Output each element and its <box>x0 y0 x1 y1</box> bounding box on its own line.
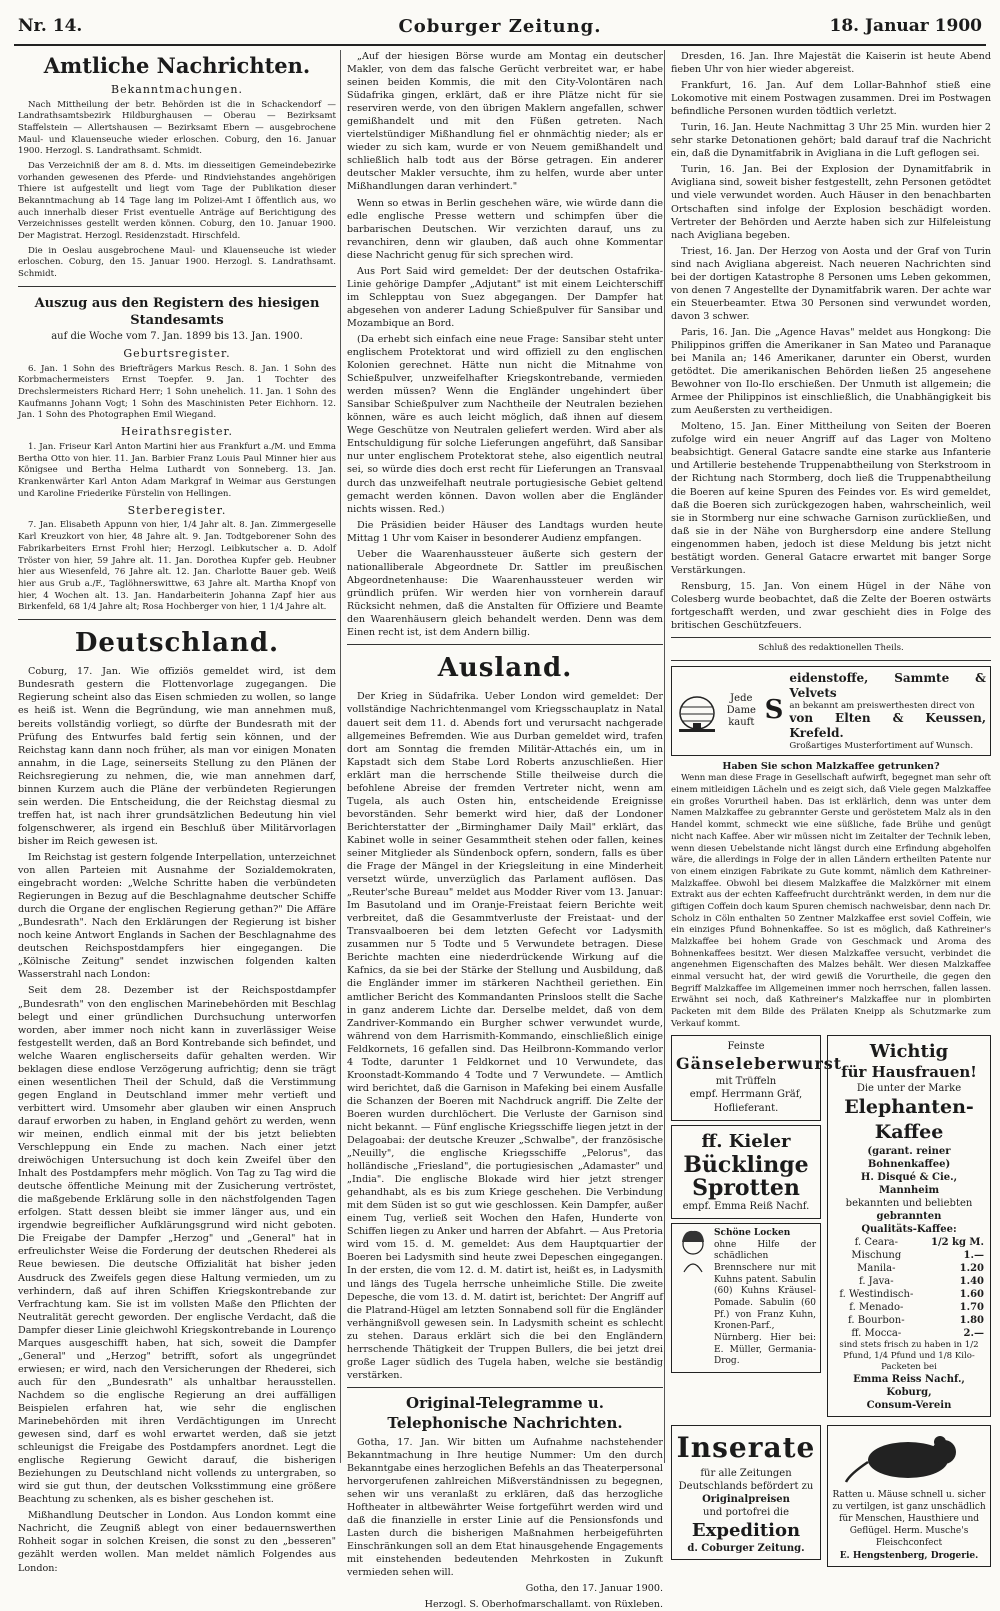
woman-portrait-icon <box>676 1228 710 1274</box>
amtliche-heading: Amtliche Nachrichten. <box>43 53 311 78</box>
price-row: Manila- 1.20 <box>857 1262 984 1274</box>
article-paragraph: Der Krieg in Südafrika. Ueber London wird gemeldet: Der vollständige Nachrichtenmangel vom Kriegsschauplatz in Natal dauert seit dem 11. d. Abends fort und verursacht nachgerade allgemeines Befremden. Wie aus Durban gemeldet wird, trafen dort am Sonntag die fremden Militär-Attachés ein, um in Kapstadt sich dem Stabe Lord Roberts anzuschließen. Hier erklärt man die herrschende Stille theilweise durch die befohlene Abreise der fremden Vertreter nicht, wenn am Tugela, als auch Osten hin, entscheidende Ereignisse bevorständen. Sehr bemerkt wird hier, daß der Londoner Berichterstatter der „Birminghamer Daily Mail" erklärt, das Kabinet wolle in seiner Gesammtheit stehen oder fallen, keines seiner Mitglieder als Sündenbock opfern, sondern, falls es über die Frage der Mängel in der Kriegsleitung in eine Minderheit versetzt würde, unverzüglich das Parlament auflösen. Das „Reuter'sche Bureau" meldet aus Modder River vom 13. Januar: Im Basutoland und im Oranje-Freistaat feiern Berichte weit verbreitet, daß die Gesammtverluste der Freistaat- und der Transvaalboeren bei dem letzten Gefecht vor Ladysmith zusammen nur 5 Todte und 5 Verwundete betragen. Diese Berichte machten eine niederdrückende Wirkung auf die Kafnics, da sie bei der Stärke der Stellung und Ausbildung, daß die Engländer immer im stärkeren Nachtheil geriethen. Ein amtlicher Bericht des Kommandanten Prinsloos stellt die Sache in ganz anderem Lichte dar. Derselbe meldet, daß von dem Zandriver-Kommando ein Burgher schwer verwundet wurde, während von dem Harrismith-Kommando, einschließlich einige Feldkornets, 16 gefallen sind. Das Heilbronn-Kommando verlor 4 Todte, darunter 1 Feldkornet und 10 Verwundete, das Kroonstadt-Kommando 4 Todte und 7 Verwundete. — Amtlich wird berichtet, daß die Garnison in Mafeking bei einem Ausfalle die Schanzen der Boeren mit Nachdruck angriff. Die Zelte der Boeren wurden durchlöchert. Die Verluste der Garnison sind nicht bekannt. — Fünf englische Kriegsschiffe liegen jetzt in der Delagoabai: der deutsche Kreuzer „Schwalbe", der französische „Neuilly", die englische Kriegsschiffe „Pelorus", das holländische „Friesland", die portugiesischen „Adamaster" und „India". Die englische Blokade wird hier jetzt strenger gehandhabt, als es bis zum Kriege geschehen. Die Verbindung mit dem Süden ist so gut wie geschlossen. Kein Dampfer, außer einem Tug, verließ seit Wochen den Hafen, Hunderte von Schiffen liegen zu Anker und harren der Abfahrt. — Aus Pretoria wird vom 15. d. M. gemeldet: Aus dem Hauptquartier der Boeren bei Ladysmith sind heute zwei Depeschen eingegangen. In der ersten, die vom 12. d. M. datirt ist, heißt es, in Ladysmith und längs des Tugela herrsche unheimliche Stille. Die zweite Depesche, die vom 13. d. M. datirt ist, berichtet: Der Angriff auf die Platrand-Hügel am letzten Sonnabend soll für die Engländer verhängnißvoll gewesen sein. In Ladysmith scheint es schlecht zu stehen. Daraus erklärt sich die bei den Engländern herrschende Thätigkeit der Truppen Bullers, die bei jetzt drei große Lager südlich des Tugela haben, welche sie beständig verstärken. <box>347 691 663 1381</box>
register-heading: Auszug aus den Registern des hiesigen Standesamts <box>34 295 320 329</box>
amtliche-notice: Die in Oeslau ausgebrochene Maul- und Klauenseuche ist wieder erloschen. Coburg, den 15. Januar 1900. Herzogl. S. Landrathsamt. Schmidt. <box>18 245 336 280</box>
heirat-text: 1. Jan. Friseur Karl Anton Martini hier aus Frankfurt a./M. und Emma Bertha Otto von hier. 11. Jan. Barbier Franz Louis Paul Minner hier aus Königsee und Bertha Helma Luthardt von Sonneberg. 13. Jan. Krankenwärter Karl Anton Adam Markgraf in Weimar aus Gerstungen und Karoline Friederike Fürstelin von Hellingen. <box>18 442 336 499</box>
deutschland-heading: Deutschland. <box>74 627 280 658</box>
sterbe-text: 7. Jan. Elisabeth Appunn von hier, 1/4 Jahr alt. 8. Jan. Zimmergeselle Karl Kreuzkort von hier, 48 Jahre alt. 9. Jan. Todtgeborener Sohn des Fabrikarbeiters Ernst Frohl hier; Herzogl. Leibkutscher a. D. Adolf Tröster von hier, 59 Jahre alt. 11. Jan. Dorothea Kupfer geb. Heubner hier aus Wiesenfeld, 76 Jahre alt. 12. Jan. Charlotte Bauer geb. Weiß hier aus Grub a./F., Taglöhnerswittwe, 63 Jahre alt. Martha Knopf von hier, 4 Wochen alt. 13. Jan. Handarbeiterin Johanna Zapf hier aus Birkenfeld, 68 1/4 Jahre alt; Rosa Hochberger von hier, 1 1/4 Jahre alt. <box>18 520 336 613</box>
article-paragraph: Molteno, 15. Jan. Einer Mittheilung von Seiten der Boeren zufolge wird ein neuer Angriff auf das Lager von Molteno beabsichtigt. General Gatacre sandte eine starke aus Infanterie und Artillerie bestehende Truppenabtheilung von Sterkstroom in der Richtung nach Stormberg, doch ließ die Truppenabtheilung die Boeren auf keine Spuren des Feindes vor. Es wird gemeldet, daß die Boeren sich zurückgezogen haben, wahrscheinlich, weil sie in Stormberg nur eine schwache Garnison zurückließen, und daß sie in der Nähe von Burghersdorp eine andere Stellung eingenommen haben, jedoch ist diese Meldung bis jetzt nicht bestätigt worden. General Gatacre erwartet mit banger Sorge Verstärkungen. <box>671 421 991 576</box>
amtliche-subheading: Bekanntmachungen. <box>111 82 243 96</box>
article-paragraph: Frankfurt, 16. Jan. Auf dem Lollar-Bahnhof stieß eine Lokomotive mit einem Postwagen zusammen. Drei im Postwagen befindliche Personen wurden tödtlich verletzt. <box>671 80 991 118</box>
ads-left <box>671 1035 843 1418</box>
price-row: f. Westindisch- 1.60 <box>839 1288 984 1300</box>
price-row: ff. Mocca- 2.— <box>851 1327 984 1339</box>
article-paragraph: Triest, 16. Jan. Der Herzog von Aosta und der Graf von Turin sind nach Avigliana abgereist. Nach neueren Nachrichten sind bei der dortigen Katastrophe 8 Personen ums Leben gekommen, von denen 7 Angestellte der Dynamitfabrik waren. Der achte war ein Steuerbeamter. Etwa 30 Personen sind verwundet worden, davon 3 schwer. <box>671 245 991 322</box>
masthead <box>14 14 986 46</box>
ads-row-2 <box>671 1421 991 1567</box>
register-week: auf die Woche vom 7. Jan. 1899 bis 13. Jan. 1900. <box>51 331 303 343</box>
article-paragraph: Die Präsidien beider Häuser des Landtags wurden heute Mittag 1 Uhr vom Kaiser in besonderer Audienz empfangen. <box>347 519 663 544</box>
divider <box>671 660 991 661</box>
price-row: f. Bourbon- 1.80 <box>848 1314 984 1326</box>
article-paragraph: Rensburg, 15. Jan. Von einem Hügel in der Nähe von Colesberg wurde beobachtet, daß die Zelte der Boeren ostwärts fortgeschafft werden, und zwar geschieht dies in Folge des britischen Geschützfeuers. <box>671 580 991 631</box>
issue-number: Nr. 14. <box>18 16 83 36</box>
telegramme-heading: Original-Telegramme u. Telephonische Nachrichten. <box>387 1393 623 1433</box>
signature-date: Gotha, den 17. Januar 1900. <box>525 1583 663 1595</box>
sterbe-heading: Sterberegister. <box>127 503 227 517</box>
heirat-heading: Heirathsregister. <box>120 425 234 439</box>
ad-silk-text: eidenstoffe, Sammte & Velvets an bekannt am preiswerthesten direct von von Elten & Keussen, Krefeld. Großartiges Musterfortiment auf Wunsch. <box>789 670 986 752</box>
ad-locken: Schöne Locken ohne Hilfe der schädlichen Brennschere nur mit Kuhns patent. Sabulin (60) Kuhns Kräusel-Pomade. Sabulin (60 Pf.) von Franz Kuhn, Kronen-Parf., Nürnberg. Hier bei: E. Müller, Germania-Drog. <box>671 1223 821 1373</box>
geburt-heading: Geburtsregister. <box>123 346 231 360</box>
ad-inserate: Inserate für alle Zeitungen Deutschlands befördert zu Originalpreisen und portofrei die Expedition d. Coburger Zeitung. <box>671 1425 821 1560</box>
end-editorial-note: Schluß des redaktionellen Theils. <box>758 643 904 654</box>
article-paragraph: Wenn so etwas in Berlin geschehen wäre, wie würde dann die edle englische Presse wettern und schimpfen über die barbarischen Deutschen. Wir verzichten darauf, uns zu revanchiren, denn wir glauben, daß auch ohne Kommentar diese Nachricht genug für sich sprechen wird. <box>347 197 663 261</box>
article-paragraph: Turin, 16. Jan. Heute Nachmittag 3 Uhr 25 Min. wurden hier 2 sehr starke Detonationen gehört; bald darauf traf die Nachricht ein, daß die Dynamitfabrik in Avigliana in die Luft geflogen sei. <box>671 122 991 160</box>
column-1 <box>18 50 336 1574</box>
article-paragraph: Seit dem 28. Dezember ist der Reichspostdampfer „Bundesrath" von den englischen Marinebehörden mit Beschlag belegt und einer gründlichen Durchsuchung unterworfen worden, aber immer noch nicht kann in zuverlässiger Weise festgestellt werden, daß an Bord Kontrebande sich befindet, und welche Waaren englischerseits dafür gehalten werden. Wir beklagen diese endlose Verzögerung aufrichtig; denn sie trägt einen wesentlichen Theil der Schuld, daß die Verstimmung gegen England in Deutschland immer mehr vertieft und verbittert wird. Umsomehr aber glauben wir einen Anspruch darauf erworben zu haben, in England gehört zu werden, wenn wir meinen, endlich einmal mit der bis jetzt beliebten Verschleppung ein Ende zu machen. Nach einer jetzt dreiwöchigen Untersuchung ist doch kein Zweifel über den Inhalt des Postdampfers mehr möglich. Von Tag zu Tag wird die deutsche öffentliche Meinung mit der Zusicherung vertröstet, die maßgebende Erklärung solle in den nächstfolgenden Tagen erfolgen. Statt dessen bleibt sie immer länger aus, und ein irgendwie begreiflicher Aufklärungsgrund wird nicht geboten. Die Freigabe der Dampfer „Herzog" und „General" hat in erfreulichster Weise die Forderung der deutschen Rhederei als Reue bewiesen. Die deutsche Offizialität hat bisher jeden Ausdruck des Zweifels gegen diese Haltung vermieden, um zu verhindern, daß auf ihren Schiffen Kriegskontrebande zur Verfrachtung kam. Sie ist im vollsten Maße den Pflichten der Neutralität gerecht geworden. Der englische Verdacht, daß die Dampfer dieser Linie gleichwohl Kriegskontrebande in Lourenço Marques ausgeschifft haben, hat sich, soweit die Dampfer „General" und „Herzog" betrifft, sofort als ungegründet erwiesen; er wird, nach den Versicherungen der Rhederei, sich auch für den „Bundesrath" als unhaltbar herausstellen. Nachdem so die englische Regierung an drei auffälligen Beispielen erfahren hat, wie sehr die englischen Marinebehörden mit ihren Verdächtigungen im Unrecht gewesen sind, darf es wohl erwartet werden, daß sie jetzt schleunigst die Freigabe des Postdampfers anordnet. Legt die englische Regierung Gewicht darauf, die bisherigen Beziehungen zu Deutschland nicht vollends zu untergraben, so wird sie gut thun, der deutschen Volksstimmung eine größere Beachtung zu schenken, als es bisher geschehen ist. <box>18 985 336 1506</box>
article-paragraph: Coburg, 17. Jan. Wie offiziös gemeldet wird, ist dem Bundesrath gestern die Flottenvorlage zugegangen. Die Regierung scheint also das Eisen schmieden zu wollen, so lange es heiß ist. Wenn die Begründung, wie man annehmen muß, bereits vollständig vorliegt, so dürfte der Bundesrath mit der Prüfung des Entwurfes bald fertig sein können, und der Reichstag kann dann noch früher, als man vor einigen Monaten annahm, in die Lage, seinerseits Stellung zu den Plänen der Reichsregierung zu nehmen, die, wie man annehmen darf, binnen Kurzem auch die Pläne der verbündeten Regierungen sein werden. Die Entscheidung, die der Reichstag diesmal zu treffen hat, ist nach ihrer grundsätzlichen Bedeutung hin viel folgenschwerer, als irgend ein Beschluß über Militärvorlagen bisher im Reich gewesen ist. <box>18 666 336 847</box>
article-paragraph: Dresden, 16. Jan. Ihre Majestät die Kaiserin ist heute Abend fieben Uhr von hier wieder abgereist. <box>671 51 991 76</box>
price-row: f. Ceara-Mischung 1/2 kg M. 1.— <box>851 1236 984 1261</box>
article-paragraph: „Auf der hiesigen Börse wurde am Montag ein deutscher Makler, von dem das falsche Gerücht verbreitet war, er habe seinen beiden Kommis, die mit den City-Volontären nach Südafrika gingen, erklärt, daß er ihre Plätze nicht für sie reserviren werde, von den übrigen Maklern angefallen, schwer gemißhandelt und mit den Füßen getreten. Nach viertelstündiger Mißhandlung fiel er ohnmächtig nieder; als er wieder zu sich kam, wurde er von Neuem gemißhandelt und schließlich halb todt aus der Börse getragen. Ein anderer deutscher Makler versuchte, ihm zu helfen, wurde aber unter Mißhandlungen daran verhindert." <box>347 51 663 193</box>
ad-goose-sausage: Feinste Gänseleberwurst mit Trüffeln empf. Herrmann Gräf, Hoflieferant. <box>671 1035 821 1121</box>
article-paragraph: (Da erhebt sich einfach eine neue Frage: Sansibar steht unter englischem Protektorat und wird offiziell zu den englischen Kolonien gerechnet. Hätte nun nicht die Mitnahme von Schießpulver, unzweifelhafter Kriegskontrebande, vermieden werden müssen? Wenn die Engländer ungehindert über Sansibar Schießpulver zum Nachtheile der Neutralen beziehen können, wäre es auch leicht möglich, daß ihnen auf diesem Wege Geschütze von Neutralen geliefert werden. Wird aber als Entschuldigung für solche Lieferungen angeführt, daß Sansibar nur unter englischem Protektorat stehe, also eigentlich neutral sei, so würde dies doch erst recht für Lieferungen an Transvaal durch das unzweifelhaft neutrale portugiesische Gebiet geltend gemacht werden können. Davon wollen aber die Engländer nichts wissen. Red.) <box>347 333 663 515</box>
amtliche-notice: Das Verzeichniß der am 8. d. Mts. im diesseitigen Gemeindebezirke vorhanden gewesenen des Pferde- und Rindviehstandes angehörigen Thiere ist aufgestellt und liegt vom Tage der Publikation dieser Bekanntmachung ab 14 Tage lang im Polizei-Amt I öffentlich aus, wo auch innerhalb dieser Frist eventuelle Anträge auf Berichtigung des Verzeichnisses gestellt werden können. Coburg, den 10. Januar 1900. Der Magistrat. Herzogl. Residenzstadt. Hirschfeld. <box>18 160 336 242</box>
column-3 <box>664 50 991 1561</box>
ad-silk-jede: Jede Dame kauft <box>726 693 756 729</box>
ad-kiel-fish: ff. Kieler Bücklinge Sprotten empf. Emma Reiß Nachf. <box>671 1125 821 1219</box>
article-paragraph: Ueber die Waarenhaussteuer äußerte sich gestern der nationalliberale Abgeordnete Dr. Sattler im preußischen Abgeordnetenhause: Die Waarenhaussteuer werden wir gründlich prüfen. Wir werden hier von vornherein darauf Rücksicht nehmen, daß die Anstalten für Offiziere und Beamte den Waarenhäusern gleich behandelt werden. Denn was dem Einen recht ist, ist dem Andern billig. <box>347 548 663 639</box>
article-paragraph: Im Reichstag ist gestern folgende Interpellation, unterzeichnet von allen Parteien mit Ausnahme der Sozialdemokraten, eingebracht worden: „Welche Schritte haben die verbündeten Regierungen in Bezug auf die Beschlagnahme deutscher Schiffe durch die Organe der englischen Regierung gethan?" Die Affäre „Bundesrath". Nach den Erklärungen der Regierung ist bisher noch keine Antwort Englands in Sachen der Beschlagnahme des deutschen Reichspostdampfers hier eingegangen. Die „Kölnische Zeitung" sendet inzwischen folgenden kalten Wasserstrahl nach London: <box>18 852 336 981</box>
ausland-heading: Ausland. <box>437 653 573 684</box>
divider <box>347 1387 663 1388</box>
price-row: f. Menado- 1.70 <box>849 1301 984 1313</box>
signature-name: Herzogl. S. Oberhofmarschallamt. von Rüxleben. <box>424 1599 663 1611</box>
divider <box>347 644 663 645</box>
newspaper-title: Coburger Zeitung. <box>398 16 602 37</box>
ad-silk-initial: S <box>764 695 784 726</box>
mouse-icon <box>844 1430 974 1484</box>
beehive-icon <box>676 689 718 733</box>
malzkaffee-text: Wenn man diese Frage in Gesellschaft aufwirft, begegnet man sehr oft einem mitleidigen Lächeln und es zeigt sich, daß Viele gegen Malzkaffee ein großes Vorurtheil haben. Das ist erklärlich, denn was unter dem Namen Malzkaffee zu gebrannter Gerste und geröstetem Malz als in den Handel kommt, schmeckt wie eine süßliche, fade Brühe und genügt nicht nach Kaffee. Aber wir müssen nicht im Zeitalter der Technik leben, wenn diesen Uebelstande nicht längst durch eine Erfindung abgeholfen wäre, die allerdings in Folge der in allen Ländern ertheilten Patente nur von einem einzigen Fabrikate zu Gute kommt, nämlich dem Kathreiner-Malzkaffee. Obwohl bei diesem Malzkaffee die Malzkörner mit einem Extrakt aus der echten Kaffeefrucht durchtränkt werden, in dem nur die giftigen Coffein doch kaum Spuren chemisch nachweisbar, denn nach Dr. Scholz in Cöln enthalten 50 Zentner Malzkaffee erst soviel Coffein, wie ein einziges Pfund Bohnenkaffee. So ist es möglich, daß Kathreiner's Malzkaffee bei hohem Grade von Geschmack und Aroma des Bohnenkaffees besitzt. Wer diesen Malzkaffee versucht, verbindet die angenehmen Eigenschaften des Malzes behält. Wer diesen Malzkaffee einmal versucht hat, der wird gewiß die Vorurtheile, die gegen den Begriff Malzkaffee im Allgemeinen immer noch herrschen, fallen lassen. Erwähnt sei noch, daß Kathreiner's Malzkaffee nur in plombirten Packeten mit dem Bilde des Prälaten Kneipp als Schutzmarke zum Verkauf kommt. <box>671 773 991 1029</box>
ads-right <box>827 1035 991 1418</box>
divider <box>671 637 991 638</box>
coffee-price-list <box>832 1236 986 1340</box>
article-paragraph: Turin, 16. Jan. Bei der Explosion der Dynamitfabrik in Avigliana sind, soweit bisher festgestellt, zehn Personen getödtet und viele verwundet worden. Auch Häuser in den benachbarten Ortschaften sind infolge der Explosion beschädigt worden. Vertreter der Behörden und Aerzte haben sich zur Hilfeleistung nach Avigliana begeben. <box>671 164 991 241</box>
divider <box>18 619 336 620</box>
article-paragraph: Gotha, 17. Jan. Wir bitten um Aufnahme nachstehender Bekanntmachung in Ihre heutige Nummer: Um den durch Bekanntgabe eines herzoglichen Befehls an das Theaterpersonal hervorgerufenen zahlreichen Mißverständnissen zu begegnen, sehen wir uns veranlaßt zu erklären, daß das herzogliche Hoftheater in altbewährter Weise fortgeführt werden wird und daß die finanzielle in erster Linie auf die Pensionsfonds und Lasten durch die bisherigen Maßnahmen herbeigeführten Einschränkungen soll an dem Etat hinausgehende Engagements mit einstehenden bedeutenden Mehrkosten in Zukunft vermieden sehen will. <box>347 1436 663 1579</box>
column-2 <box>340 50 663 1611</box>
ad-elephant-coffee: Wichtig für Hausfrauen! Die unter der Marke Elephanten-Kaffee (garant. reiner Bohnenkaffee) H. Disqué & Cie., Mannheim bekannten und beliebten gebrannten Qualitäts-Kaffee: f. Ceara-Mischung 1/2 kg M. 1.— Manila- 1.20 f. Java- 1.40 f. Westindisch- 1.60 f. Menado- 1.70 f. Bourbon- 1.80 ff. Mocca- 2.— sind stets frisch zu haben in 1/2 Pfund, 1/4 Pfund und 1/8 Kilo-Packeten bei Emma Reiss Nachf., Koburg, Consum-Verein <box>827 1035 991 1418</box>
amtliche-notice: Nach Mittheilung der betr. Behörden ist die in Schackendorf — Landrathsamtsbezirk Hildburghausen — Oberau — Bezirksamt Staffelstein — Allertshausen — Bezirksamt Ebern — ausgebrochene Maul- und Klauenseuche wieder erloschen. Coburg, den 16. Januar 1900. Herzogl. S. Landrathsamt. Schmidt. <box>18 99 336 157</box>
ads-right-2 <box>827 1421 991 1567</box>
issue-date: 18. Januar 1900 <box>829 16 982 36</box>
ads-row <box>671 1035 991 1418</box>
ad-silk <box>671 666 991 757</box>
geburt-text: 6. Jan. 1 Sohn des Briefträgers Markus Resch. 8. Jan. 1 Sohn des Korbmachermeisters Ernst Toepfer. 9. Jan. 1 Tochter des Drechslermeisters Richard Herr; 1 Sohn unehelich. 11. Jan. 1 Sohn des Kaufmanns Johann Vogt; 1 Sohn des Maschinisten Peter Eichhorn. 12. Jan. 1 Sohn des Photographen Emil Wiegand. <box>18 363 336 421</box>
article-paragraph: Paris, 16. Jan. Die „Agence Havas" meldet aus Hongkong: Die Philippinos griffen die Amerikaner in San Mateo und Paranaque bei Manila an; 146 Amerikaner, darunter ein Oberst, wurden getödtet. Die amerikanischen Behörden ließen 25 angesehene Bewohner von Ilo-Ilo erschießen. Der Unmuth ist allgemein; die Armee der Philippinos ist einschließlich, die Unabhängigkeit bis zum Aeußersten zu vertheidigen. <box>671 326 991 417</box>
article-paragraph: Mißhandlung Deutscher in London. Aus London kommt eine Nachricht, die Zeugniß ablegt von einer bedauernswerthen Rohheit sogar in solchen Kreisen, die sonst zu den „besseren" gezählt werden wollen. Man meldet nämlich Folgendes aus London: <box>18 1510 336 1574</box>
ads-left-2 <box>671 1421 821 1567</box>
price-row: f. Java- 1.40 <box>858 1275 984 1287</box>
divider <box>18 286 336 287</box>
article-paragraph: Aus Port Said wird gemeldet: Der der deutschen Ostafrika-Linie gehörige Dampfer „Adjutant" ist mit einem Leichterschiff im Schlepptau von Suez abgegangen. Der Dampfer hat abgesehen von anderer Ladung Schießpulver für Sansibar und Mozambique an Bord. <box>347 265 663 329</box>
malzkaffee-heading: Haben Sie schon Malzkaffee getrunken? <box>722 761 940 773</box>
ad-mouse-poison: Ratten u. Mäuse schnell u. sicher zu vertilgen, ist ganz unschädlich für Menschen, Hausthiere und Geflügel. Herm. Musche's Fleischconfect E. Hengstenberg, Drogerie. <box>827 1425 991 1567</box>
